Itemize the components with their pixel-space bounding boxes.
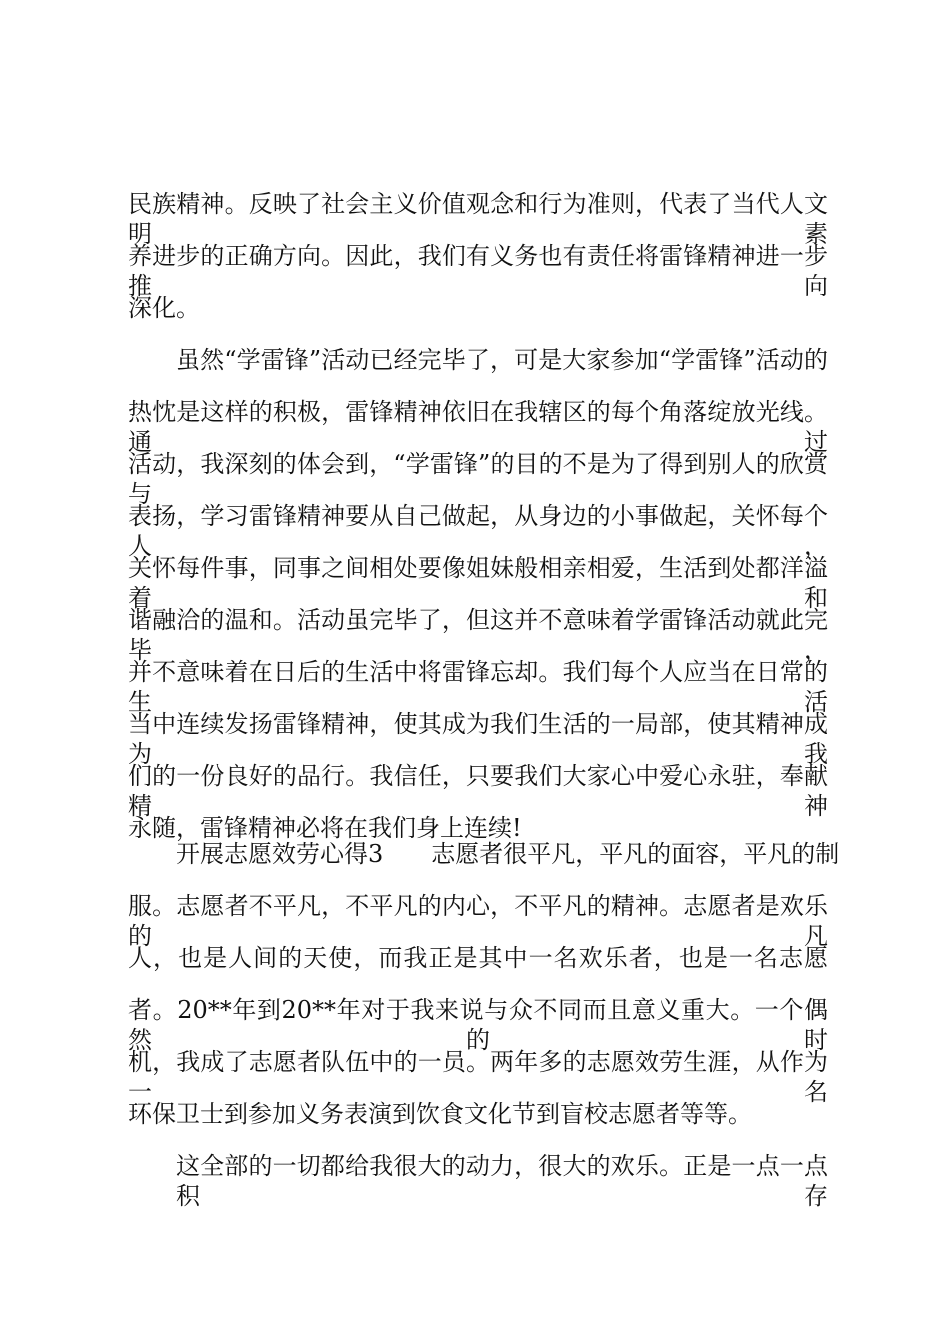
paragraph-3-line-5: 机，我成了志愿者队伍中的一员。两年多的志愿效劳生涯，从作为一名 xyxy=(128,1048,828,1106)
paragraph-3-line-6: 环保卫士到参加义务表演到饮食文化节到盲校志愿者等等。 xyxy=(128,1100,752,1128)
paragraph-1-line-3: 深化。 xyxy=(128,294,200,322)
paragraph-1-line-2: 养进步的正确方向。因此，我们有义务也有责任将雷锋精神进一步推向 xyxy=(128,242,828,300)
paragraph-4-line-1: 这全部的一切都给我很大的动力，很大的欢乐。正是一点一点积存 xyxy=(176,1152,828,1210)
paragraph-3-line-4: 者。20**年到20**年对于我来说与众不同而且意义重大。一个偶然的时 xyxy=(128,996,828,1054)
paragraph-2-line-7: 并不意味着在日后的生活中将雷锋忘却。我们每个人应当在日常的生活 xyxy=(128,658,828,716)
section-heading: 开展志愿效劳心得3 xyxy=(176,840,384,868)
paragraph-3-line-2: 服。志愿者不平凡，不平凡的内心，不平凡的精神。志愿者是欢乐的凡 xyxy=(128,892,828,950)
paragraph-1-line-1: 民族精神。反映了社会主义价值观念和行为准则，代表了当代人文明素 xyxy=(128,190,828,248)
paragraph-2-line-1: 虽然“学雷锋”活动已经完毕了，可是大家参加“学雷锋”活动的 xyxy=(176,346,828,374)
paragraph-2-line-8: 当中连续发扬雷锋精神，使其成为我们生活的一局部，使其精神成为我 xyxy=(128,710,828,768)
paragraph-3-line-1 xyxy=(176,839,840,869)
paragraph-2-line-5: 关怀每件事，同事之间相处要像姐妹般相亲相爱，生活到处都洋溢着和 xyxy=(128,554,828,612)
paragraph-2-line-2: 热忱是这样的积极，雷锋精神依旧在我辖区的每个角落绽放光线。通过 xyxy=(128,398,828,456)
paragraph-3-line-3: 人，也是人间的天使，而我正是其中一名欢乐者，也是一名志愿 xyxy=(128,944,828,972)
paragraph-2-line-6: 谐融洽的温和。活动虽完毕了，但这并不意味着学雷锋活动就此完毕， xyxy=(128,606,828,664)
paragraph-2-line-10: 永随，雷锋精神必将在我们身上连续! xyxy=(128,814,522,842)
paragraph-2-line-3: 活动，我深刻的体会到，“学雷锋”的目的不是为了得到别人的欣赏与 xyxy=(128,450,828,508)
section-heading-rest: 志愿者很平凡，平凡的面容，平凡的制 xyxy=(431,840,840,868)
paragraph-2-line-9: 们的一份良好的品行。我信任，只要我们大家心中爱心永驻，奉献精神 xyxy=(128,762,828,820)
paragraph-2-line-4: 表扬，学习雷锋精神要从自己做起，从身边的小事做起，关怀每个人， xyxy=(128,502,828,560)
